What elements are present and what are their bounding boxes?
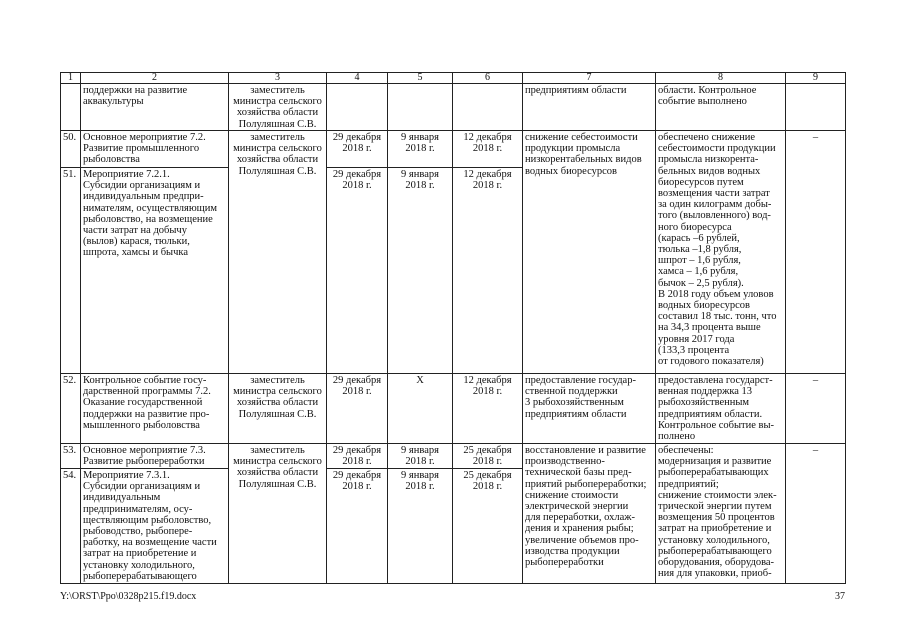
- empty-cell: [61, 84, 81, 131]
- row-number: 52.: [61, 374, 81, 444]
- activity-title: Основное мероприятие 7.3. Развитие рыбопереработки: [81, 444, 229, 469]
- table-row: [61, 374, 846, 444]
- expected-result: предприятиям области: [523, 84, 656, 131]
- actual-start-date: 9 января 2018 г.: [388, 131, 453, 168]
- planned-end-date: 29 декабря 2018 г.: [327, 444, 388, 469]
- actual-start-date: Х: [388, 374, 453, 444]
- row-number: 51.: [61, 168, 81, 374]
- row-number: 53.: [61, 444, 81, 469]
- actual-end-date: 25 декабря 2018 г.: [453, 444, 523, 469]
- expected-result: восстановление и развитие производственно- технической базы пред- приятий рыбопереработки; снижение стоимости электрической энергии для переработки, охлаж- дения и хранения рыбы; увеличение объемов про- изводства продукции рыбопереработки: [523, 444, 656, 584]
- row-number: 50.: [61, 131, 81, 168]
- planned-end-date: 29 декабря 2018 г.: [327, 374, 388, 444]
- planned-end-date: 29 декабря 2018 г.: [327, 131, 388, 168]
- activity-title: поддержки на развитие аквакультуры: [81, 84, 229, 131]
- actual-result: предоставлена государст- венная поддержка 13 рыбохозяйственным предприятиям области. Контрольное событие вы- полнено: [656, 374, 786, 444]
- activity-title: Основное мероприятие 7.2. Развитие промышленного рыболовства: [81, 131, 229, 168]
- responsible-person: заместитель министра сельского хозяйства области Полуляшная С.В.: [229, 84, 327, 131]
- column-number: 8: [656, 73, 786, 84]
- table-row: [61, 444, 846, 469]
- planned-end-date: 29 декабря 2018 г.: [327, 469, 388, 584]
- activity-title: Контрольное событие госу- дарственной программы 7.2. Оказание государственной поддержки на развитие про- мышленного рыболовства: [81, 374, 229, 444]
- activity-title: Мероприятие 7.3.1. Субсидии организациям и индивидуальным предпринимателям, осу- ществляющим рыболовство, рыбоводство, рыбопере- работку, на возмещение части затрат на приобретение и установку холодильного, рыбоперерабатывающего: [81, 469, 229, 584]
- empty-cell: [453, 84, 523, 131]
- footer-file-path: Y:\ORST\Ppo\0328p215.f19.docx: [60, 591, 197, 602]
- empty-cell: [786, 84, 846, 131]
- footer-page-number: 37: [835, 591, 845, 602]
- responsible-person: заместитель министра сельского хозяйства области Полуляшная С.В.: [229, 444, 327, 584]
- activity-title: Мероприятие 7.2.1. Субсидии организациям и индивидуальным предпри- нимателям, осуществляющим рыболовство, на возмещение части затрат на добычу (вылов) карася, тюльки, шпрота, хамсы и бычка: [81, 168, 229, 374]
- report-table: [60, 72, 846, 584]
- empty-cell: [388, 84, 453, 131]
- expected-result: снижение себестоимости продукции промысла низкорентабельных видов водных биоресурсов: [523, 131, 656, 374]
- column-number: 1: [61, 73, 81, 84]
- row-number: 54.: [61, 469, 81, 584]
- actual-start-date: 9 января 2018 г.: [388, 469, 453, 584]
- expected-result: предоставление государ- ственной поддержки 3 рыбохозяйственным предприятиям области: [523, 374, 656, 444]
- notes: –: [786, 374, 846, 444]
- responsible-person: заместитель министра сельского хозяйства области Полуляшная С.В.: [229, 131, 327, 374]
- column-number-row: [61, 73, 846, 84]
- column-number: 3: [229, 73, 327, 84]
- actual-end-date: 12 декабря 2018 г.: [453, 374, 523, 444]
- responsible-person: заместитель министра сельского хозяйства области Полуляшная С.В.: [229, 374, 327, 444]
- table-row-continuation: [61, 84, 846, 131]
- planned-end-date: 29 декабря 2018 г.: [327, 168, 388, 374]
- notes: –: [786, 444, 846, 584]
- actual-result: области. Контрольное событие выполнено: [656, 84, 786, 131]
- column-number: 2: [81, 73, 229, 84]
- column-number: 4: [327, 73, 388, 84]
- actual-result: обеспечено снижение себестоимости продукции промысла низкорента- бельных видов водных биоресурсов путем возмещения части затрат за один килограмм добы- того (выловленного) вод- ного биоресурса (карась –6 рублей, тюлька –1,8 рубля, шпрот – 1,6 рубля, хамса – 1,6 рубля, бычок – 2,5 рубля). В 2018 году объем уловов водных биоресурсов составил 18 тыс. тонн, что на 34,3 процента выше уровня 2017 года (133,3 процента от годового показателя): [656, 131, 786, 374]
- notes: –: [786, 131, 846, 374]
- actual-start-date: 9 января 2018 г.: [388, 444, 453, 469]
- actual-end-date: 12 декабря 2018 г.: [453, 168, 523, 374]
- actual-end-date: 25 декабря 2018 г.: [453, 469, 523, 584]
- column-number: 7: [523, 73, 656, 84]
- column-number: 6: [453, 73, 523, 84]
- actual-result: обеспечены: модернизация и развитие рыбоперерабатывающих предприятий; снижение стоимости элек- трической энергии путем возмещения 50 процентов затрат на приобретение и установку холодильного, рыбоперерабатывающего оборудования, оборудова- ния для упаковки, приоб-: [656, 444, 786, 584]
- column-number: 9: [786, 73, 846, 84]
- actual-start-date: 9 января 2018 г.: [388, 168, 453, 374]
- actual-end-date: 12 декабря 2018 г.: [453, 131, 523, 168]
- empty-cell: [327, 84, 388, 131]
- column-number: 5: [388, 73, 453, 84]
- table-row: [61, 131, 846, 168]
